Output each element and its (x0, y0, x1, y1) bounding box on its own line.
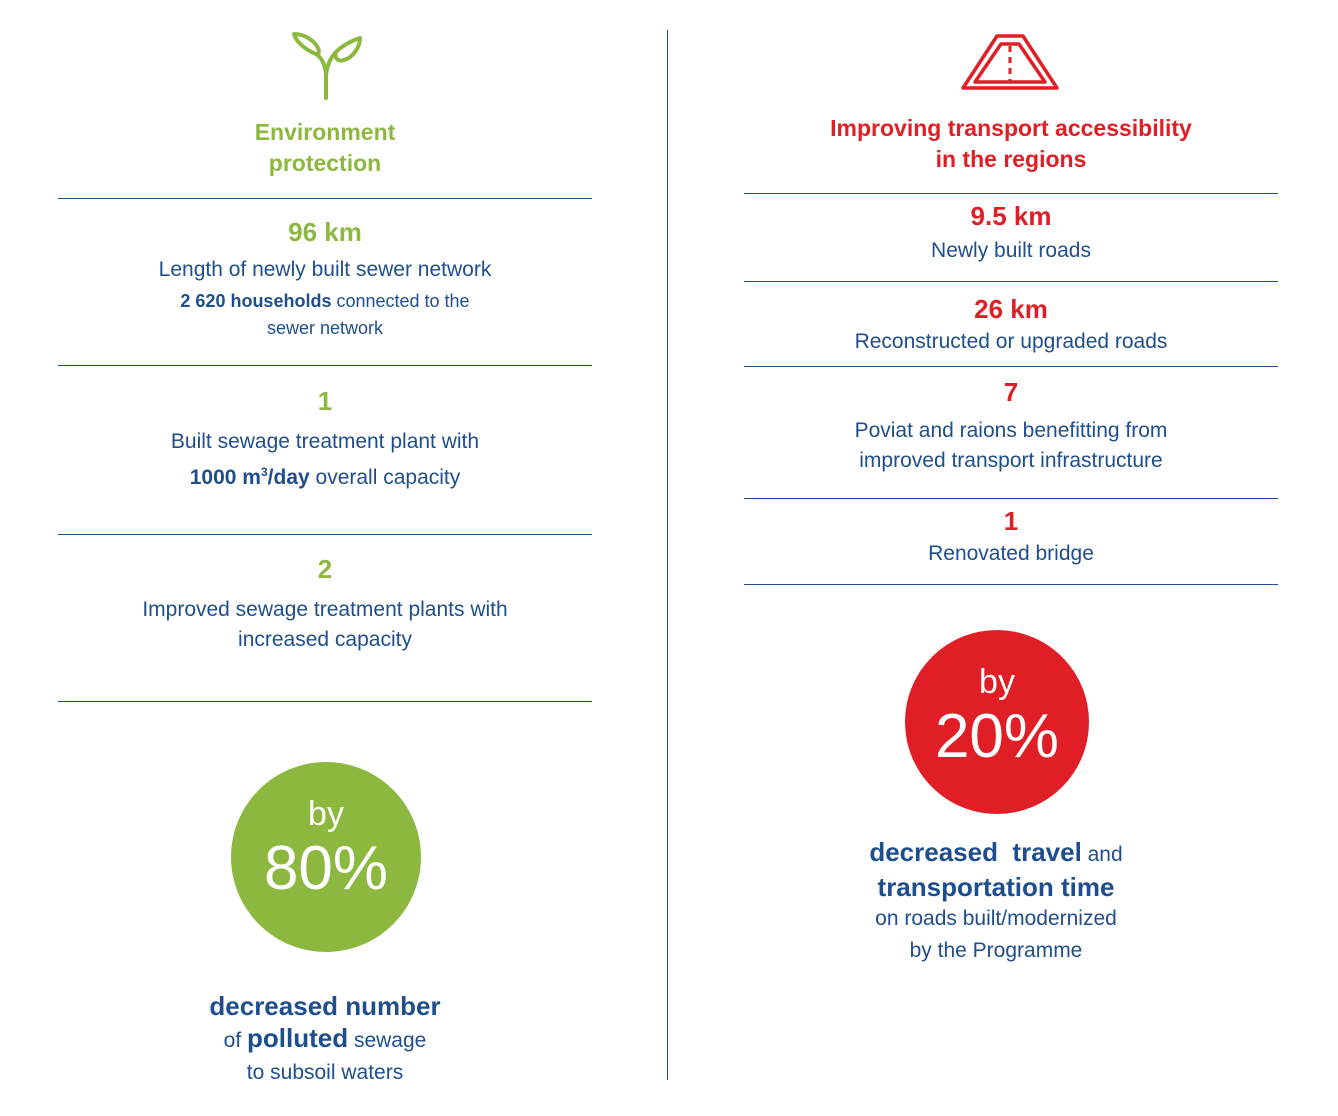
environment-footer (58, 990, 592, 1089)
transport-heading (744, 113, 1278, 175)
footer-line (734, 836, 1258, 871)
stat-label-line2: increased capacity (238, 628, 412, 651)
stat-label: Length of newly built sewer network (158, 258, 492, 281)
footer-text: of (223, 1029, 248, 1052)
footer-text: sewage (348, 1029, 427, 1052)
sprout-icon (290, 30, 364, 100)
divider (744, 498, 1278, 499)
capacity-unit: /day (267, 466, 310, 489)
capacity-value: 1000 m (189, 466, 261, 489)
percent-circle-green (231, 762, 421, 952)
stat-sewer-network (58, 216, 592, 342)
divider (744, 584, 1278, 585)
stat-label: Poviat and raions benefitting from (854, 419, 1168, 442)
stat-value: 1 (1003, 506, 1019, 536)
road-icon (961, 34, 1059, 92)
footer-line: decreased number (209, 991, 441, 1021)
stat-bridge (744, 505, 1278, 569)
divider (744, 281, 1278, 282)
stat-sublabel (58, 288, 592, 315)
divider (58, 198, 592, 199)
divider (744, 193, 1278, 194)
stat-sublabel-bold: 2 620 households (180, 291, 332, 311)
stat-value: 2 (317, 554, 333, 584)
stat-label-line2: improved transport infrastructure (859, 449, 1163, 472)
stat-upgraded-roads (744, 293, 1278, 357)
stat-value: 7 (1003, 377, 1019, 407)
stat-value: 96 km (288, 217, 362, 247)
stat-label: Improved sewage treatment plants with (142, 598, 508, 621)
stat-new-roads (744, 200, 1278, 266)
circle-by: by (979, 663, 1015, 701)
divider (744, 366, 1278, 367)
footer-text: and (1081, 843, 1123, 866)
divider (58, 701, 592, 702)
circle-by: by (308, 795, 344, 833)
footer-bold: decreased travel (869, 837, 1082, 867)
footer-line (58, 1022, 592, 1057)
heading-line: Environment (254, 119, 396, 145)
stat-sublabel-rest: connected to the (331, 291, 470, 311)
environment-heading (58, 117, 592, 179)
footer-line: transportation time (877, 872, 1115, 902)
stat-value: 26 km (974, 294, 1048, 324)
stat-label: Newly built roads (931, 239, 1091, 262)
stat-poviat-raions (744, 376, 1278, 476)
circle-percent: 20% (934, 702, 1060, 771)
stat-label-line2 (58, 457, 592, 493)
heading-line: Improving transport accessibility (830, 115, 1192, 141)
heading-line: in the regions (935, 146, 1087, 172)
transport-column (744, 0, 1278, 1116)
footer-line: to subsoil waters (246, 1061, 404, 1084)
percent-circle-red (905, 630, 1089, 814)
divider (58, 365, 592, 366)
stat-label: Reconstructed or upgraded roads (854, 330, 1168, 353)
stat-treatment-plant (58, 385, 592, 493)
capacity-superscript: 3 (260, 465, 268, 479)
heading-line: protection (268, 150, 382, 176)
stat-value: 9.5 km (970, 201, 1052, 231)
transport-footer (734, 836, 1258, 967)
stat-improved-plants (58, 553, 592, 655)
stat-label: Renovated bridge (928, 542, 1094, 565)
divider (58, 534, 592, 535)
stat-sublabel-line2: sewer network (266, 318, 384, 338)
stat-value: 1 (317, 386, 333, 416)
capacity-rest: overall capacity (309, 466, 461, 489)
footer-line: on roads built/modernized (875, 907, 1117, 930)
footer-bold: polluted (247, 1023, 349, 1053)
footer-line: by the Programme (909, 939, 1083, 962)
column-divider (667, 30, 668, 1080)
circle-percent: 80% (263, 834, 389, 903)
environment-column (58, 0, 592, 1116)
stat-label: Built sewage treatment plant with (170, 430, 480, 453)
